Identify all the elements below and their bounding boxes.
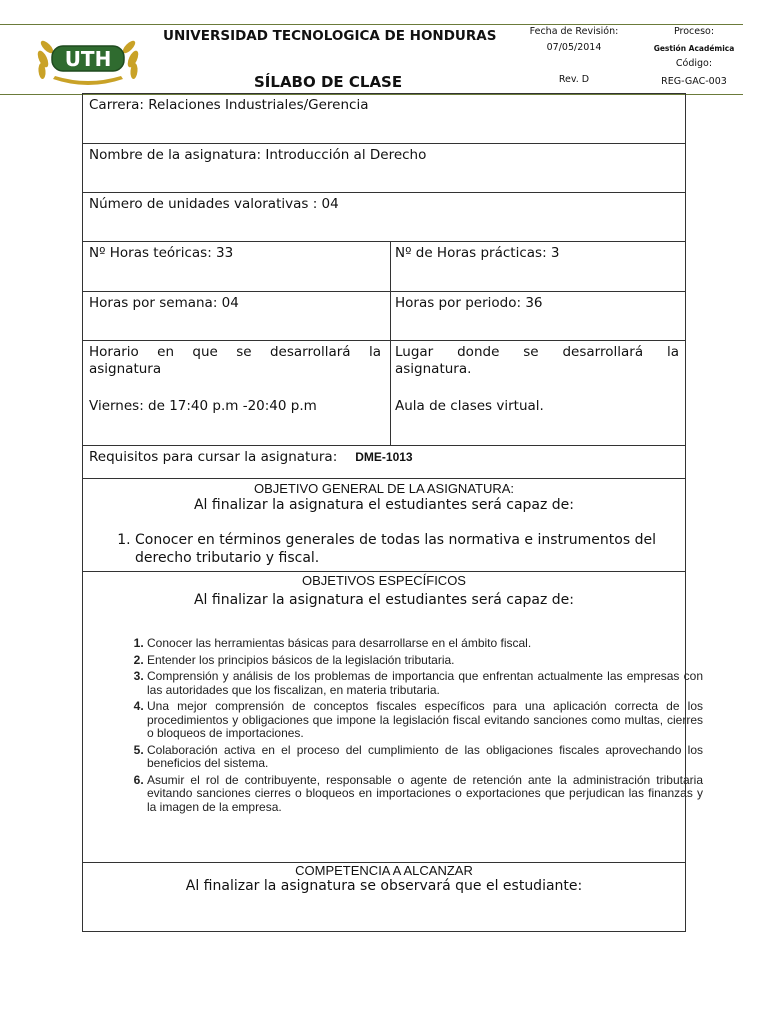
row-horario bbox=[83, 341, 685, 446]
row-horas-semana bbox=[83, 292, 685, 341]
row-asignatura bbox=[83, 144, 685, 193]
competencia-subtitle: Al finalizar la asignatura se observará que el estudiante: bbox=[185, 878, 583, 894]
horario-value: Viernes: de 17:40 p.m -20:40 p.m bbox=[89, 398, 317, 414]
objetivo-general-title: OBJETIVO GENERAL DE LA ASIGNATURA: bbox=[253, 481, 515, 496]
objetivos-especificos-list bbox=[123, 637, 703, 817]
horario-label-line1: Horario en que se desarrollará la bbox=[89, 344, 381, 360]
requisitos-label: Requisitos para cursar la asignatura: bbox=[89, 449, 338, 465]
horas-practicas: Nº de Horas prácticas: 3 bbox=[395, 245, 560, 261]
revision-date-label: Fecha de Revisión: bbox=[529, 26, 619, 37]
row-requisitos bbox=[83, 446, 685, 479]
asignatura-text: Nombre de la asignatura: Introducción al Derecho bbox=[89, 147, 427, 163]
revision-code: Rev. D bbox=[558, 74, 590, 85]
lugar-value: Aula de clases virtual. bbox=[395, 398, 544, 414]
list-item: 3. Comprensión y análisis de los problemas de importancia que enfrentan actualmente las empresas con las autoridades que los fiscalizan, en materia tributaria. bbox=[147, 670, 703, 697]
process-value: Gestión Académica bbox=[653, 44, 735, 53]
header-top-rule bbox=[0, 24, 743, 25]
requisitos bbox=[89, 449, 413, 465]
row-horas bbox=[83, 242, 685, 292]
horario-label-line2: asignatura bbox=[89, 361, 162, 377]
list-item: 1. Conocer en términos generales de todas las normativa e instrumentos del derecho tributario y fiscal. bbox=[135, 531, 695, 567]
objetivo-general-list bbox=[111, 531, 695, 567]
syllabus-table bbox=[82, 93, 703, 932]
document-title: SÍLABO DE CLASE bbox=[254, 73, 403, 91]
list-item: 4. Una mejor comprensión de conceptos fiscales específicos para una aplicación correcta de los procedimientos y obligaciones que impone la legislación fiscal evitando sanciones como multas, cierres o bloqueos de importaciones. bbox=[147, 700, 703, 741]
objetivos-especificos-subtitle: Al finalizar la asignatura el estudiantes será capaz de: bbox=[193, 592, 575, 608]
section-objetivos-especificos bbox=[83, 572, 703, 863]
lugar-label-line1: Lugar donde se desarrollará la bbox=[395, 344, 679, 360]
lugar-label-line2: asignatura. bbox=[395, 361, 472, 377]
list-item: 5. Colaboración activa en el proceso del cumplimiento de las obligaciones fiscales aprovechando los beneficios del sistema. bbox=[147, 744, 703, 771]
horas-teoricas: Nº Horas teóricas: 33 bbox=[89, 245, 234, 261]
svg-text:UTH: UTH bbox=[64, 47, 112, 71]
process-label: Proceso: bbox=[673, 26, 715, 37]
row-unidades bbox=[83, 193, 685, 242]
unidades-text: Número de unidades valorativas : 04 bbox=[89, 196, 339, 212]
section-objetivo-general bbox=[83, 479, 685, 572]
university-name: UNIVERSIDAD TECNOLOGICA DE HONDURAS bbox=[163, 28, 497, 44]
code-label: Código: bbox=[675, 58, 713, 69]
requisitos-code: DME-1013 bbox=[355, 450, 413, 464]
revision-date: 07/05/2014 bbox=[546, 42, 602, 53]
list-item: 2. Entender los principios básicos de la legislación tributaria. bbox=[147, 654, 703, 668]
horas-semana: Horas por semana: 04 bbox=[89, 295, 239, 311]
section-competencia bbox=[83, 863, 685, 931]
horas-periodo: Horas por periodo: 36 bbox=[395, 295, 543, 311]
carrera-text: Carrera: Relaciones Industriales/Gerencia bbox=[89, 97, 369, 113]
objetivos-especificos-title: OBJETIVOS ESPECÍFICOS bbox=[302, 573, 466, 588]
list-item: 1. Conocer las herramientas básicas para desarrollarse en el ámbito fiscal. bbox=[147, 637, 703, 651]
list-item: 6. Asumir el rol de contribuyente, responsable o agente de retención ante la administración tributaria evitando sanciones cierres o bloqueos en importaciones o exportaciones que perjudican las finanzas y la imagen de la empresa. bbox=[147, 774, 703, 815]
row-carrera bbox=[83, 94, 685, 144]
uth-logo bbox=[33, 29, 143, 85]
column-divider bbox=[390, 242, 391, 446]
competencia-title: COMPETENCIA A ALCANZAR bbox=[295, 863, 473, 878]
document-code: REG-GAC-003 bbox=[661, 76, 727, 87]
objetivo-general-subtitle: Al finalizar la asignatura el estudiantes será capaz de: bbox=[193, 497, 575, 513]
